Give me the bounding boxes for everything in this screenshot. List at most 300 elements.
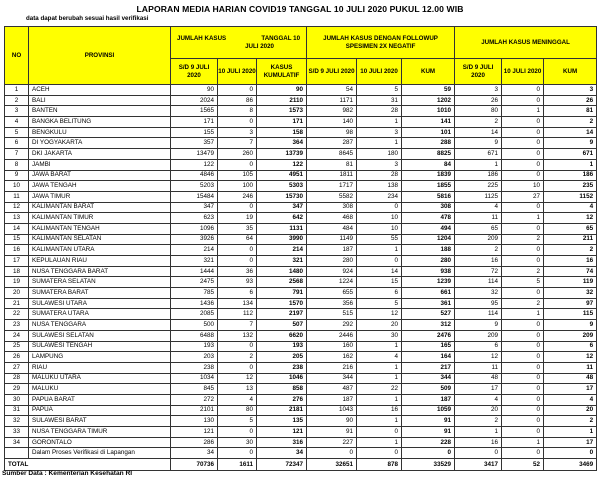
row-sembuh-sd: 484 bbox=[307, 223, 357, 234]
row-sembuh-sd: 8645 bbox=[307, 149, 357, 160]
row-kasus-today: 7 bbox=[218, 320, 257, 331]
row-kasus-kumulatif: 1573 bbox=[257, 106, 307, 117]
row-sembuh-kum: 1839 bbox=[402, 170, 455, 181]
row-meninggal-kum: 12 bbox=[544, 213, 597, 224]
row-meninggal-kum: 16 bbox=[544, 256, 597, 267]
row-no: 31 bbox=[5, 405, 29, 416]
total-row bbox=[5, 459, 597, 471]
row-no: 10 bbox=[5, 181, 29, 192]
row-meninggal-today: 0 bbox=[502, 352, 544, 363]
row-kasus-kumulatif: 4951 bbox=[257, 170, 307, 181]
row-meninggal-kum: 1 bbox=[544, 427, 597, 438]
row-meninggal-sd: 11 bbox=[455, 362, 502, 373]
row-kasus-today: 2 bbox=[218, 352, 257, 363]
header-kasus-kumulatif: KASUS KUMULATIF bbox=[257, 59, 307, 85]
row-kasus-sd: 155 bbox=[171, 127, 218, 138]
row-kasus-today: 260 bbox=[218, 149, 257, 160]
header-group-kasus-sub: JULI 2020 bbox=[245, 42, 275, 50]
table-row bbox=[5, 437, 597, 448]
row-sembuh-kum: 165 bbox=[402, 341, 455, 352]
row-kasus-sd: 357 bbox=[171, 138, 218, 149]
row-province: PAPUA bbox=[29, 405, 171, 416]
row-sembuh-today: 180 bbox=[357, 149, 402, 160]
header-sembuh-today: 10 JULI 2020 bbox=[357, 59, 402, 85]
row-kasus-sd: 171 bbox=[171, 117, 218, 128]
row-meninggal-kum: 65 bbox=[544, 223, 597, 234]
header-kasus-today: 10 JULI 2020 bbox=[218, 59, 257, 85]
row-sembuh-kum: 228 bbox=[402, 437, 455, 448]
row-no: 30 bbox=[5, 394, 29, 405]
row-kasus-kumulatif: 1046 bbox=[257, 373, 307, 384]
row-sembuh-kum: 1855 bbox=[402, 181, 455, 192]
row-no: 8 bbox=[5, 159, 29, 170]
row-meninggal-today: 0 bbox=[502, 405, 544, 416]
row-sembuh-sd: 356 bbox=[307, 298, 357, 309]
total-sembuh-sd: 32651 bbox=[307, 459, 357, 471]
row-province: DI YOGYAKARTA bbox=[29, 138, 171, 149]
row-kasus-kumulatif: 347 bbox=[257, 202, 307, 213]
row-no: 13 bbox=[5, 213, 29, 224]
row-sembuh-kum: 288 bbox=[402, 138, 455, 149]
table-row bbox=[5, 127, 597, 138]
row-meninggal-today: 0 bbox=[502, 159, 544, 170]
row-kasus-today: 86 bbox=[218, 95, 257, 106]
row-kasus-today: 0 bbox=[218, 117, 257, 128]
row-province: KALIMANTAN TENGAH bbox=[29, 223, 171, 234]
row-kasus-kumulatif: 3990 bbox=[257, 234, 307, 245]
row-province: JAWA BARAT bbox=[29, 170, 171, 181]
row-meninggal-sd: 16 bbox=[455, 256, 502, 267]
row-sembuh-today: 4 bbox=[357, 352, 402, 363]
row-sembuh-kum: 141 bbox=[402, 117, 455, 128]
row-meninggal-sd: 209 bbox=[455, 330, 502, 341]
total-meninggal-today: 52 bbox=[502, 459, 544, 471]
row-sembuh-sd: 1811 bbox=[307, 170, 357, 181]
row-meninggal-sd: 1 bbox=[455, 427, 502, 438]
row-kasus-today: 8 bbox=[218, 106, 257, 117]
header-kasus-sd: S/D 9 JULI 2020 bbox=[171, 59, 218, 85]
row-no: 25 bbox=[5, 341, 29, 352]
row-kasus-sd: 785 bbox=[171, 288, 218, 299]
row-province: RIAU bbox=[29, 362, 171, 373]
table-row bbox=[5, 384, 597, 395]
header-group-kasus bbox=[171, 27, 307, 59]
row-sembuh-sd: 216 bbox=[307, 362, 357, 373]
table-row bbox=[5, 138, 597, 149]
row-kasus-kumulatif: 214 bbox=[257, 245, 307, 256]
table-body bbox=[5, 85, 597, 471]
table-row bbox=[5, 181, 597, 192]
header-sembuh-kum: KUM bbox=[402, 59, 455, 85]
table-row bbox=[5, 448, 597, 459]
row-kasus-today: 246 bbox=[218, 191, 257, 202]
row-meninggal-today: 0 bbox=[502, 288, 544, 299]
row-sembuh-sd: 90 bbox=[307, 416, 357, 427]
table-row bbox=[5, 149, 597, 160]
row-sembuh-sd: 98 bbox=[307, 127, 357, 138]
row-province: NUSA TENGGARA TIMUR bbox=[29, 427, 171, 438]
row-meninggal-sd: 14 bbox=[455, 127, 502, 138]
row-sembuh-today: 6 bbox=[357, 288, 402, 299]
table-row bbox=[5, 373, 597, 384]
row-kasus-sd: 34 bbox=[171, 448, 218, 459]
row-sembuh-today: 15 bbox=[357, 277, 402, 288]
row-meninggal-today: 0 bbox=[502, 448, 544, 459]
row-no: 5 bbox=[5, 127, 29, 138]
row-province: BANGKA BELITUNG bbox=[29, 117, 171, 128]
table-row bbox=[5, 117, 597, 128]
row-province: SULAWESI TENGAH bbox=[29, 341, 171, 352]
row-kasus-sd: 122 bbox=[171, 159, 218, 170]
row-sembuh-today: 28 bbox=[357, 170, 402, 181]
row-meninggal-kum: 2 bbox=[544, 245, 597, 256]
row-no: 4 bbox=[5, 117, 29, 128]
row-kasus-today: 0 bbox=[218, 341, 257, 352]
row-kasus-today: 105 bbox=[218, 170, 257, 181]
row-sembuh-sd: 1043 bbox=[307, 405, 357, 416]
row-meninggal-kum: 9 bbox=[544, 320, 597, 331]
row-meninggal-kum: 235 bbox=[544, 181, 597, 192]
row-province: KALIMANTAN TIMUR bbox=[29, 213, 171, 224]
table-row bbox=[5, 95, 597, 106]
row-kasus-kumulatif: 122 bbox=[257, 159, 307, 170]
row-sembuh-kum: 2476 bbox=[402, 330, 455, 341]
row-sembuh-today: 3 bbox=[357, 127, 402, 138]
row-meninggal-today: 0 bbox=[502, 341, 544, 352]
row-sembuh-kum: 84 bbox=[402, 159, 455, 170]
table-row bbox=[5, 405, 597, 416]
row-sembuh-kum: 59 bbox=[402, 85, 455, 96]
row-sembuh-kum: 188 bbox=[402, 245, 455, 256]
row-sembuh-today: 0 bbox=[357, 256, 402, 267]
row-meninggal-sd: 80 bbox=[455, 106, 502, 117]
source-note: Sumber Data : Kementerian Kesehatan RI bbox=[2, 470, 133, 477]
table-row bbox=[5, 191, 597, 202]
row-sembuh-sd: 292 bbox=[307, 320, 357, 331]
row-no: 32 bbox=[5, 416, 29, 427]
row-sembuh-today: 0 bbox=[357, 202, 402, 213]
row-sembuh-today: 14 bbox=[357, 266, 402, 277]
row-kasus-kumulatif: 5303 bbox=[257, 181, 307, 192]
row-province: NUSA TENGGARA bbox=[29, 320, 171, 331]
row-no: 34 bbox=[5, 437, 29, 448]
row-kasus-today: 0 bbox=[218, 202, 257, 213]
table-row bbox=[5, 298, 597, 309]
row-kasus-sd: 238 bbox=[171, 362, 218, 373]
row-kasus-sd: 4846 bbox=[171, 170, 218, 181]
row-meninggal-today: 0 bbox=[502, 362, 544, 373]
row-kasus-kumulatif: 135 bbox=[257, 416, 307, 427]
row-province: SULAWESI UTARA bbox=[29, 298, 171, 309]
row-kasus-sd: 13479 bbox=[171, 149, 218, 160]
row-sembuh-kum: 101 bbox=[402, 127, 455, 138]
row-meninggal-today: 27 bbox=[502, 191, 544, 202]
row-meninggal-kum: 48 bbox=[544, 373, 597, 384]
row-no: 11 bbox=[5, 191, 29, 202]
row-province: BANTEN bbox=[29, 106, 171, 117]
total-kasus-kumulatif: 72347 bbox=[257, 459, 307, 471]
row-meninggal-sd: 20 bbox=[455, 405, 502, 416]
row-kasus-kumulatif: 316 bbox=[257, 437, 307, 448]
table-row bbox=[5, 85, 597, 96]
row-meninggal-kum: 17 bbox=[544, 437, 597, 448]
row-sembuh-sd: 468 bbox=[307, 213, 357, 224]
row-kasus-today: 7 bbox=[218, 138, 257, 149]
row-no: 9 bbox=[5, 170, 29, 181]
row-meninggal-today: 0 bbox=[502, 223, 544, 234]
row-kasus-today: 36 bbox=[218, 266, 257, 277]
row-meninggal-sd: 2 bbox=[455, 245, 502, 256]
row-province: SUMATERA UTARA bbox=[29, 309, 171, 320]
row-meninggal-kum: 20 bbox=[544, 405, 597, 416]
row-kasus-today: 4 bbox=[218, 394, 257, 405]
row-kasus-kumulatif: 171 bbox=[257, 117, 307, 128]
row-sembuh-kum: 187 bbox=[402, 394, 455, 405]
row-no: 27 bbox=[5, 362, 29, 373]
row-meninggal-kum: 3 bbox=[544, 85, 597, 96]
row-province: BALI bbox=[29, 95, 171, 106]
table-row bbox=[5, 394, 597, 405]
row-kasus-today: 13 bbox=[218, 384, 257, 395]
table-row bbox=[5, 266, 597, 277]
row-meninggal-kum: 4 bbox=[544, 202, 597, 213]
row-kasus-sd: 15484 bbox=[171, 191, 218, 202]
table-row bbox=[5, 427, 597, 438]
row-kasus-kumulatif: 238 bbox=[257, 362, 307, 373]
row-meninggal-kum: 2 bbox=[544, 416, 597, 427]
header-sembuh-sd: S/D 9 JULI 2020 bbox=[307, 59, 357, 85]
row-meninggal-today: 0 bbox=[502, 320, 544, 331]
row-kasus-kumulatif: 791 bbox=[257, 288, 307, 299]
row-no: 14 bbox=[5, 223, 29, 234]
row-sembuh-today: 5 bbox=[357, 298, 402, 309]
row-province: KEPULAUAN RIAU bbox=[29, 256, 171, 267]
row-kasus-sd: 500 bbox=[171, 320, 218, 331]
row-meninggal-today: 0 bbox=[502, 427, 544, 438]
row-sembuh-kum: 938 bbox=[402, 266, 455, 277]
row-sembuh-kum: 494 bbox=[402, 223, 455, 234]
row-sembuh-sd: 162 bbox=[307, 352, 357, 363]
row-kasus-kumulatif: 2110 bbox=[257, 95, 307, 106]
row-sembuh-kum: 527 bbox=[402, 309, 455, 320]
row-province: MALUKU bbox=[29, 384, 171, 395]
row-meninggal-sd: 1 bbox=[455, 159, 502, 170]
row-kasus-today: 3 bbox=[218, 127, 257, 138]
row-province: KALIMANTAN BARAT bbox=[29, 202, 171, 213]
row-sembuh-kum: 1204 bbox=[402, 234, 455, 245]
row-no: 29 bbox=[5, 384, 29, 395]
row-meninggal-kum: 115 bbox=[544, 309, 597, 320]
row-meninggal-kum: 17 bbox=[544, 384, 597, 395]
row-meninggal-today: 0 bbox=[502, 117, 544, 128]
row-no: 20 bbox=[5, 288, 29, 299]
header-group-sembuh: JUMLAH KASUS DENGAN FOLLOWUP SPESIMEN 2X NEGATIF bbox=[307, 27, 455, 59]
row-no bbox=[5, 448, 29, 459]
row-sembuh-today: 5 bbox=[357, 85, 402, 96]
row-meninggal-sd: 32 bbox=[455, 288, 502, 299]
row-sembuh-sd: 0 bbox=[307, 448, 357, 459]
row-meninggal-today: 0 bbox=[502, 202, 544, 213]
row-kasus-sd: 2101 bbox=[171, 405, 218, 416]
row-no: 2 bbox=[5, 95, 29, 106]
row-sembuh-sd: 81 bbox=[307, 159, 357, 170]
row-province: JAWA TENGAH bbox=[29, 181, 171, 192]
row-kasus-today: 30 bbox=[218, 437, 257, 448]
row-kasus-kumulatif: 321 bbox=[257, 256, 307, 267]
row-meninggal-kum: 186 bbox=[544, 170, 597, 181]
row-sembuh-kum: 661 bbox=[402, 288, 455, 299]
covid-report-table bbox=[4, 26, 597, 471]
row-sembuh-kum: 308 bbox=[402, 202, 455, 213]
row-sembuh-today: 1 bbox=[357, 362, 402, 373]
row-meninggal-today: 0 bbox=[502, 170, 544, 181]
row-province: GORONTALO bbox=[29, 437, 171, 448]
total-sembuh-today: 878 bbox=[357, 459, 402, 471]
row-meninggal-kum: 97 bbox=[544, 298, 597, 309]
row-sembuh-today: 10 bbox=[357, 213, 402, 224]
table-row bbox=[5, 223, 597, 234]
row-kasus-today: 112 bbox=[218, 309, 257, 320]
row-meninggal-today: 0 bbox=[502, 245, 544, 256]
row-kasus-sd: 130 bbox=[171, 416, 218, 427]
row-meninggal-kum: 4 bbox=[544, 394, 597, 405]
row-sembuh-kum: 509 bbox=[402, 384, 455, 395]
row-meninggal-sd: 26 bbox=[455, 95, 502, 106]
row-meninggal-sd: 4 bbox=[455, 202, 502, 213]
row-meninggal-kum: 2 bbox=[544, 117, 597, 128]
row-kasus-kumulatif: 364 bbox=[257, 138, 307, 149]
row-meninggal-kum: 209 bbox=[544, 330, 597, 341]
row-sembuh-today: 20 bbox=[357, 320, 402, 331]
row-meninggal-kum: 81 bbox=[544, 106, 597, 117]
row-sembuh-kum: 8825 bbox=[402, 149, 455, 160]
row-meninggal-kum: 6 bbox=[544, 341, 597, 352]
row-meninggal-today: 0 bbox=[502, 373, 544, 384]
row-no: 21 bbox=[5, 298, 29, 309]
total-meninggal-kum: 3469 bbox=[544, 459, 597, 471]
row-kasus-today: 0 bbox=[218, 256, 257, 267]
row-province: KALIMANTAN UTARA bbox=[29, 245, 171, 256]
row-meninggal-sd: 6 bbox=[455, 341, 502, 352]
row-kasus-today: 134 bbox=[218, 298, 257, 309]
header-no: NO bbox=[5, 27, 29, 85]
row-kasus-sd: 2085 bbox=[171, 309, 218, 320]
row-kasus-today: 0 bbox=[218, 427, 257, 438]
row-kasus-kumulatif: 858 bbox=[257, 384, 307, 395]
row-province: NUSA TENGGARA BARAT bbox=[29, 266, 171, 277]
row-province: DKI JAKARTA bbox=[29, 149, 171, 160]
row-meninggal-today: 0 bbox=[502, 85, 544, 96]
row-kasus-kumulatif: 1480 bbox=[257, 266, 307, 277]
row-sembuh-kum: 0 bbox=[402, 448, 455, 459]
row-kasus-today: 12 bbox=[218, 373, 257, 384]
row-sembuh-kum: 217 bbox=[402, 362, 455, 373]
row-no: 19 bbox=[5, 277, 29, 288]
table-row bbox=[5, 234, 597, 245]
row-province: Dalam Proses Verifikasi di Lapangan bbox=[29, 448, 171, 459]
table-row bbox=[5, 277, 597, 288]
total-kasus-today: 1611 bbox=[218, 459, 257, 471]
row-meninggal-today: 0 bbox=[502, 138, 544, 149]
row-kasus-sd: 623 bbox=[171, 213, 218, 224]
row-kasus-today: 0 bbox=[218, 245, 257, 256]
row-sembuh-kum: 344 bbox=[402, 373, 455, 384]
table-row bbox=[5, 352, 597, 363]
row-kasus-kumulatif: 15730 bbox=[257, 191, 307, 202]
row-kasus-today: 100 bbox=[218, 181, 257, 192]
row-no: 23 bbox=[5, 320, 29, 331]
row-sembuh-sd: 2446 bbox=[307, 330, 357, 341]
row-meninggal-today: 0 bbox=[502, 95, 544, 106]
row-kasus-kumulatif: 1131 bbox=[257, 223, 307, 234]
row-no: 33 bbox=[5, 427, 29, 438]
row-meninggal-today: 2 bbox=[502, 234, 544, 245]
row-kasus-today: 132 bbox=[218, 330, 257, 341]
row-meninggal-sd: 209 bbox=[455, 234, 502, 245]
row-meninggal-kum: 14 bbox=[544, 127, 597, 138]
table-row bbox=[5, 320, 597, 331]
row-kasus-today: 64 bbox=[218, 234, 257, 245]
row-kasus-sd: 1436 bbox=[171, 298, 218, 309]
row-province: LAMPUNG bbox=[29, 352, 171, 363]
header-meninggal-today: 10 JULI 2020 bbox=[502, 59, 544, 85]
row-province: JAWA TIMUR bbox=[29, 191, 171, 202]
row-kasus-sd: 90 bbox=[171, 85, 218, 96]
row-meninggal-today: 0 bbox=[502, 384, 544, 395]
row-no: 26 bbox=[5, 352, 29, 363]
row-province: SULAWESI SELATAN bbox=[29, 330, 171, 341]
row-sembuh-sd: 308 bbox=[307, 202, 357, 213]
row-sembuh-today: 30 bbox=[357, 330, 402, 341]
row-kasus-today: 0 bbox=[218, 448, 257, 459]
row-kasus-kumulatif: 13739 bbox=[257, 149, 307, 160]
row-kasus-kumulatif: 2197 bbox=[257, 309, 307, 320]
row-sembuh-sd: 982 bbox=[307, 106, 357, 117]
row-sembuh-today: 22 bbox=[357, 384, 402, 395]
row-kasus-today: 6 bbox=[218, 288, 257, 299]
row-sembuh-kum: 1059 bbox=[402, 405, 455, 416]
row-meninggal-kum: 211 bbox=[544, 234, 597, 245]
row-sembuh-sd: 160 bbox=[307, 341, 357, 352]
row-sembuh-sd: 287 bbox=[307, 138, 357, 149]
row-sembuh-kum: 164 bbox=[402, 352, 455, 363]
row-province: ACEH bbox=[29, 85, 171, 96]
row-meninggal-kum: 26 bbox=[544, 95, 597, 106]
row-meninggal-sd: 3 bbox=[455, 85, 502, 96]
table-row bbox=[5, 288, 597, 299]
row-sembuh-today: 16 bbox=[357, 405, 402, 416]
total-meninggal-sd: 3417 bbox=[455, 459, 502, 471]
report-title: LAPORAN MEDIA HARIAN COVID19 TANGGAL 10 JULI 2020 PUKUL 12.00 WIB bbox=[136, 4, 464, 14]
row-kasus-sd: 121 bbox=[171, 427, 218, 438]
row-meninggal-today: 0 bbox=[502, 127, 544, 138]
row-kasus-today: 19 bbox=[218, 213, 257, 224]
row-kasus-kumulatif: 90 bbox=[257, 85, 307, 96]
table-row bbox=[5, 170, 597, 181]
row-kasus-today: 5 bbox=[218, 416, 257, 427]
row-meninggal-sd: 65 bbox=[455, 223, 502, 234]
row-sembuh-today: 10 bbox=[357, 223, 402, 234]
row-sembuh-sd: 5582 bbox=[307, 191, 357, 202]
row-province: PAPUA BARAT bbox=[29, 394, 171, 405]
row-meninggal-sd: 1125 bbox=[455, 191, 502, 202]
row-kasus-kumulatif: 2568 bbox=[257, 277, 307, 288]
row-sembuh-today: 31 bbox=[357, 95, 402, 106]
row-sembuh-sd: 655 bbox=[307, 288, 357, 299]
row-meninggal-sd: 2 bbox=[455, 117, 502, 128]
row-meninggal-sd: 48 bbox=[455, 373, 502, 384]
row-kasus-today: 0 bbox=[218, 159, 257, 170]
